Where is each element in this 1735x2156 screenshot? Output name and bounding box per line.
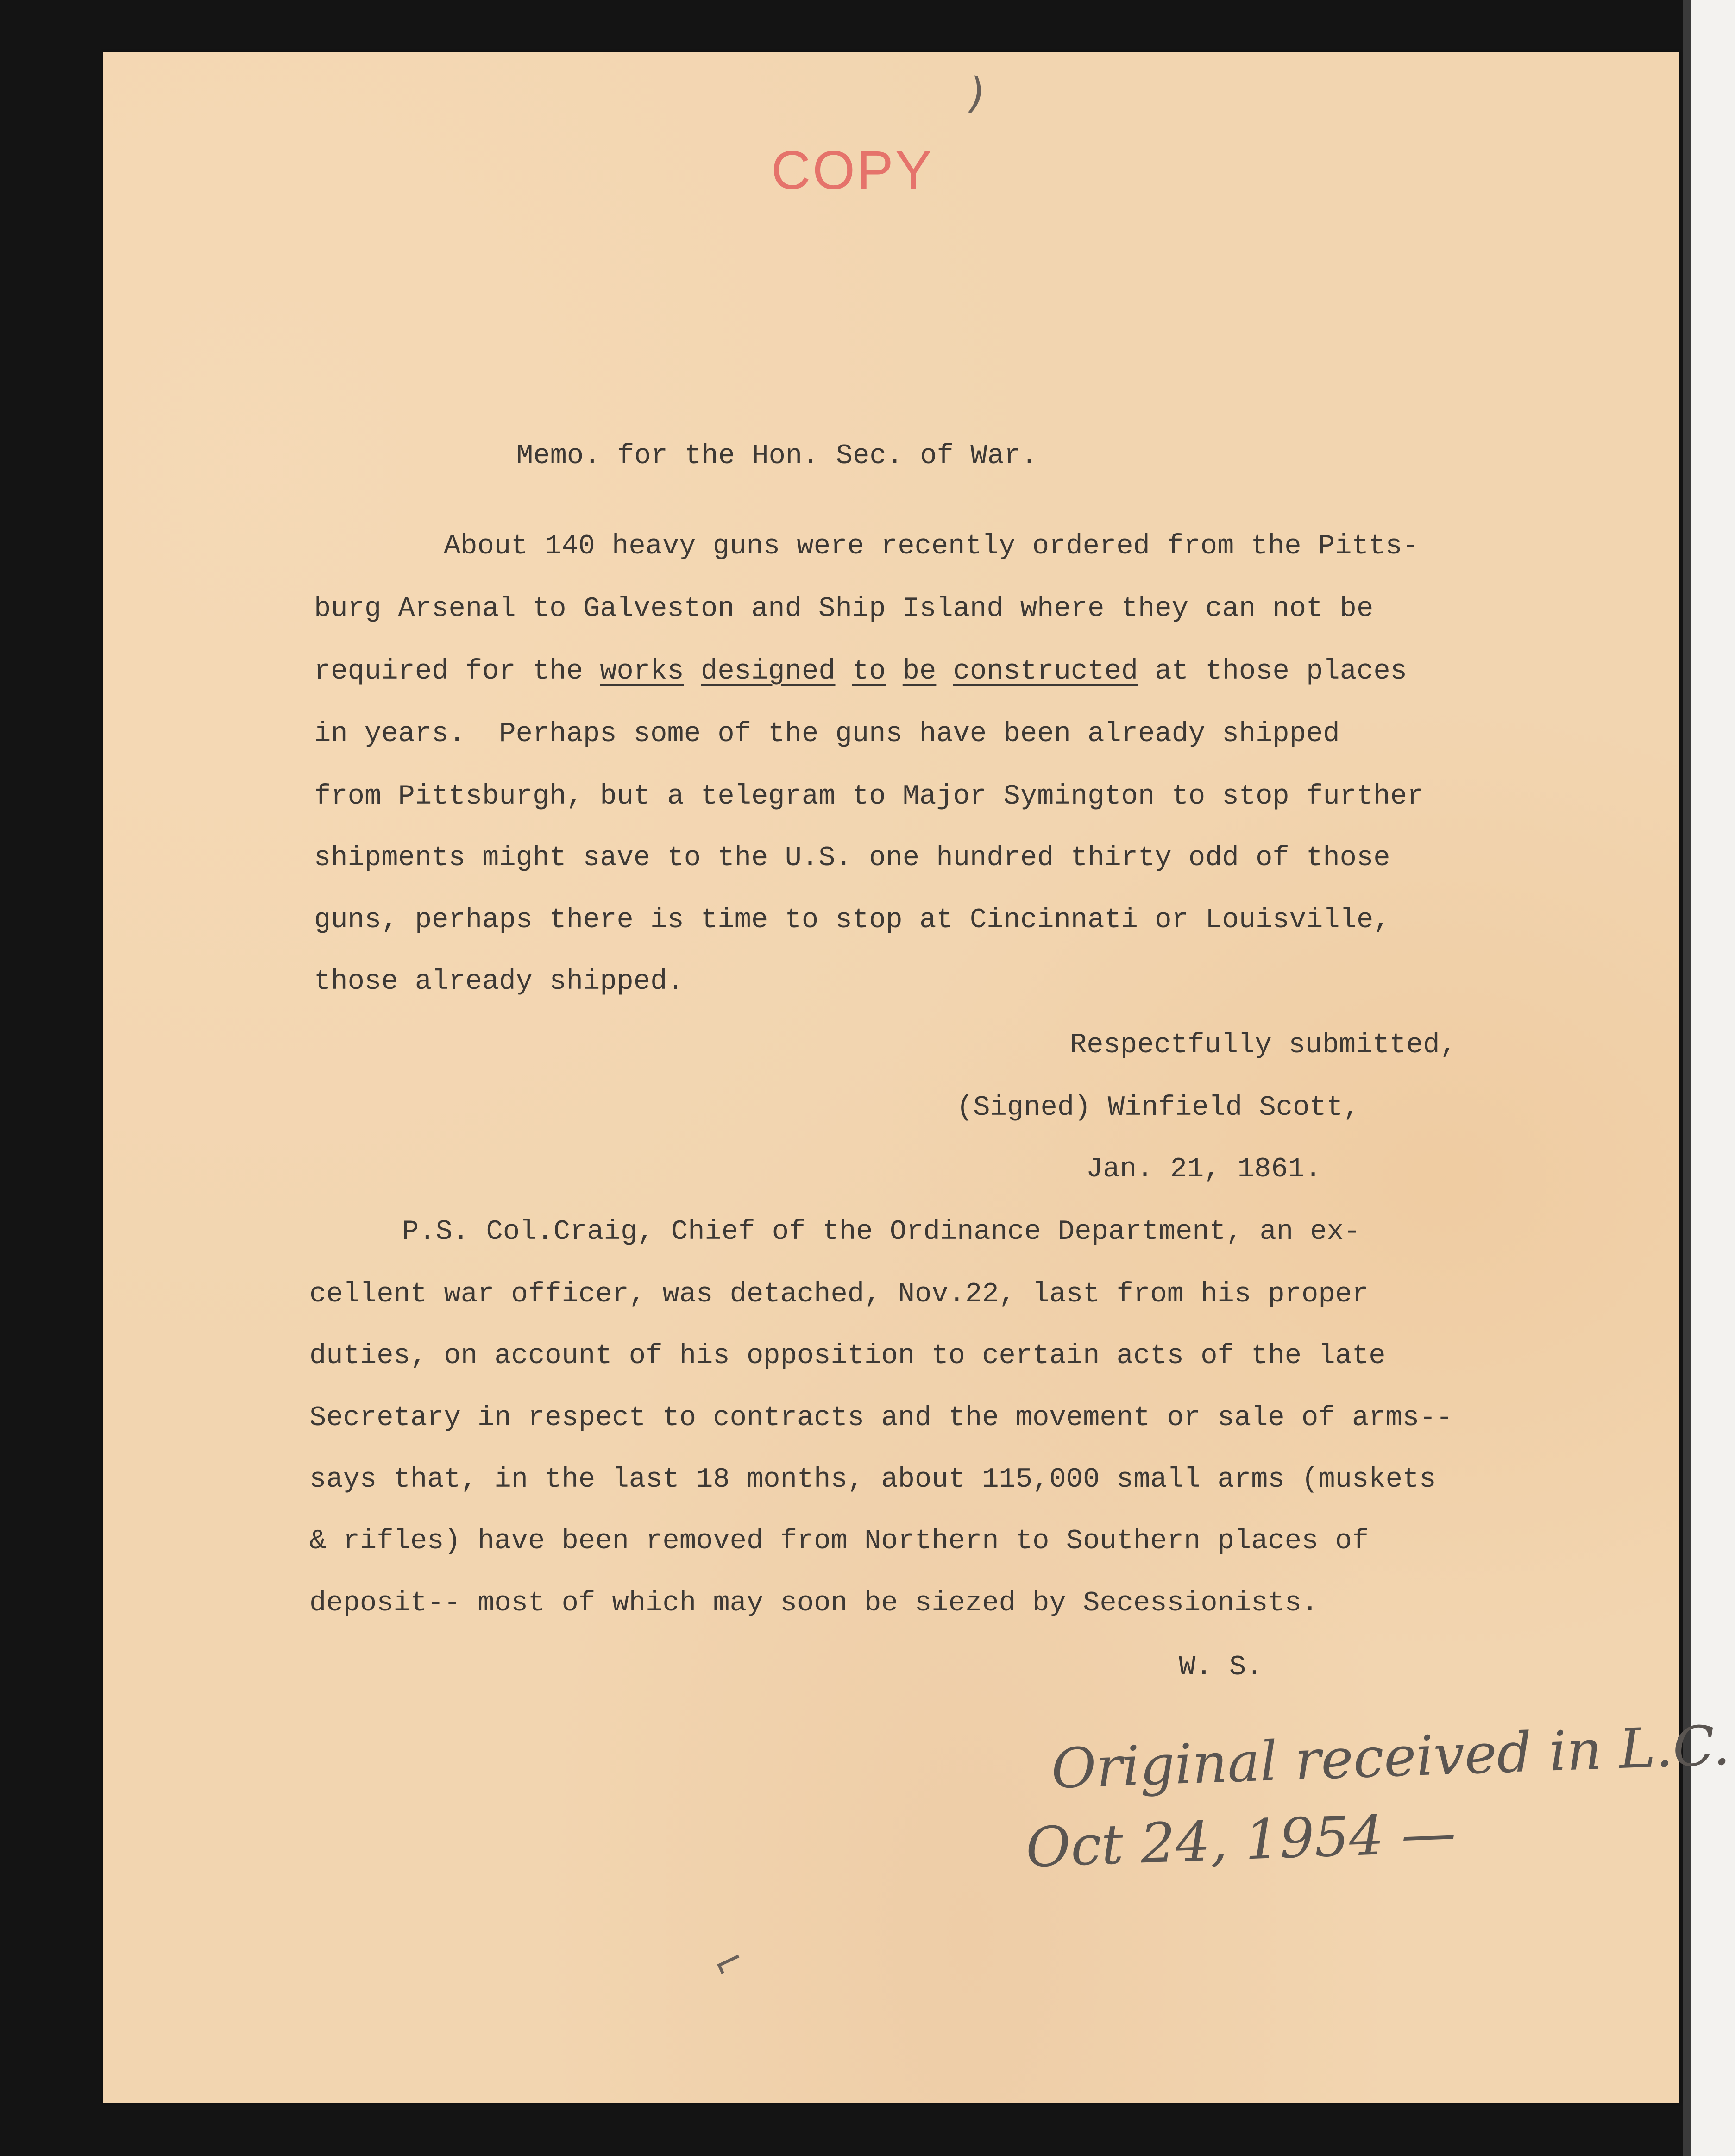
pencil-mark-bottom: ⌐ [705,1936,752,1988]
body-line-5: from Pittsburgh, but a telegram to Major Symington to stop further [314,781,1424,812]
closing-date: Jan. 21, 1861. [1086,1154,1322,1185]
ps-line-1: P.S. Col.Craig, Chief of the Ordinance Department, an ex- [402,1216,1361,1248]
underlined-word: works [600,656,684,687]
handwritten-note-line-2: Oct 24, 1954 — [1025,1800,1457,1879]
body-line-6: shipments might save to the U.S. one hundred thirty odd of those [314,842,1390,874]
body-line-4: in years. Perhaps some of the guns have been already shipped [314,718,1340,750]
body-line-3 [314,658,1407,686]
ps-line-3: duties, on account of his opposition to certain acts of the late [309,1340,1386,1372]
memo-heading: Memo. for the Hon. Sec. of War. [516,440,1038,472]
ps-line-4: Secretary in respect to contracts and the movement or sale of arms-- [309,1402,1453,1434]
underlined-word: to [852,656,886,687]
underlined-word: designed [701,656,836,687]
closing-signature: (Signed) Winfield Scott, [956,1092,1360,1124]
copy-stamp: COPY [771,140,934,201]
body-line-8: those already shipped. [314,966,684,998]
ps-line-7: deposit-- most of which may soon be siezed by Secessionists. [309,1588,1319,1619]
scan-margin [1691,0,1735,2156]
handwritten-note-line-1: Original received in L.C. [1050,1713,1731,1801]
body-line-7: guns, perhaps there is time to stop at Cincinnati or Louisville, [314,905,1390,936]
pencil-mark-top: ) [964,68,988,119]
body-line-1: About 140 heavy guns were recently ordered from the Pitts- [444,531,1419,562]
body-line-2: burg Arsenal to Galveston and Ship Island where they can not be [314,593,1374,625]
ps-line-2: cellent war officer, was detached, Nov.22, last from his proper [309,1279,1369,1310]
underlined-word: be [902,656,937,687]
document-page [103,52,1679,2103]
body-line-3-end: at those places [1138,656,1407,687]
underlined-word: constructed [953,656,1138,687]
body-line-3-text: required for the [314,656,600,687]
scan-edge-line [1683,0,1691,2156]
ps-line-6: & rifles) have been removed from Northern to Southern places of [309,1526,1369,1557]
closing-respectfully: Respectfully submitted, [1070,1030,1457,1061]
ps-initials: W. S. [1179,1652,1263,1683]
ps-line-5: says that, in the last 18 months, about 115,000 small arms (muskets [309,1464,1436,1496]
